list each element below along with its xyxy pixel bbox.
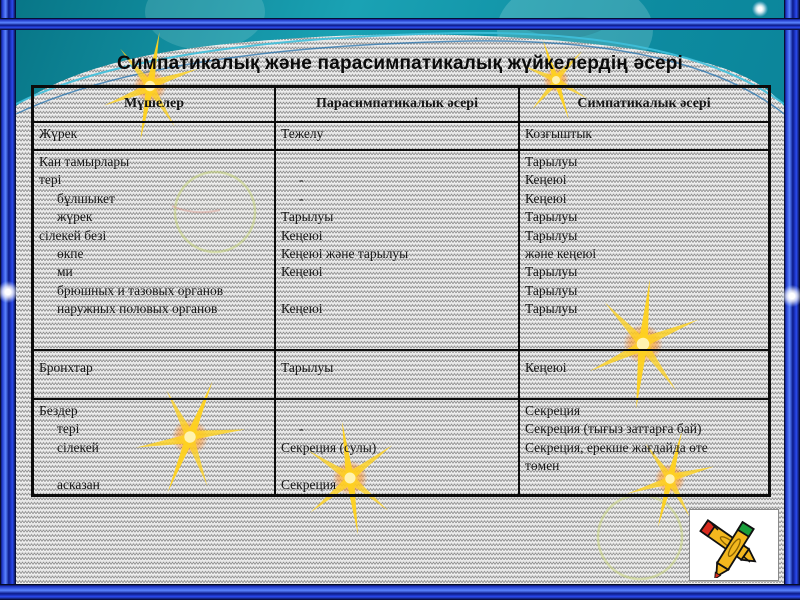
cell-line: Тарылуы <box>525 154 578 169</box>
header-organs: Мүшелер <box>123 96 185 111</box>
cell-line: Тарылуы <box>525 282 578 298</box>
effects-table <box>31 85 771 497</box>
slide-title: Симпатикалық және парасимпатикалық жүйкелердің әсері <box>116 53 684 74</box>
cell-line: - <box>299 190 304 206</box>
cell-line: асказан <box>57 476 100 492</box>
border-sparkle-icon <box>781 285 800 307</box>
cell-line: Тарылуы <box>525 264 578 280</box>
cell-line: өкпе <box>57 246 84 262</box>
crayons-icon <box>690 510 776 578</box>
cell-line: Кеңеюі және тарылуы <box>281 246 409 262</box>
cell-line: тері <box>39 172 62 188</box>
cell-line: Кеңеюі <box>525 172 567 188</box>
cell-line: Тарылуы <box>525 209 578 225</box>
table-row-bronchi <box>34 349 768 398</box>
cell-line: Кеңеюі <box>281 227 323 243</box>
cell-line: Козғыштык <box>525 126 592 141</box>
cell-line: Кеңеюі <box>525 359 567 375</box>
cell-line: наружных половых органов <box>57 301 218 317</box>
frame-bottom-border <box>0 584 800 600</box>
cell-line: және кеңеюі <box>525 246 597 262</box>
cell-line: тері <box>57 421 80 437</box>
cell-line: Тарылуы <box>281 209 334 225</box>
cell-line <box>281 402 513 420</box>
cell-line: Бездер <box>39 402 78 418</box>
cell-line: бұлшыкет <box>57 190 115 206</box>
cell-line: Секреция <box>281 476 337 492</box>
cell-line: жүрек <box>57 209 93 225</box>
table-row-vessels <box>34 149 768 349</box>
table-header-row <box>34 88 768 121</box>
cell-line: Кеңеюі <box>281 264 323 280</box>
cell-line: Бронхтар <box>39 359 93 375</box>
cell-line <box>281 282 513 300</box>
header-parasympathetic: Парасимпатикалык әсері <box>274 88 518 121</box>
cell-line: Тежелу <box>281 126 324 141</box>
table-row-glands <box>34 398 768 494</box>
cell-line <box>525 476 763 494</box>
cell-line: Кан тамырлары <box>39 154 130 169</box>
cell-line: сілекей <box>57 439 99 455</box>
cell-line: - <box>299 421 304 437</box>
crayons-clipart <box>689 509 779 581</box>
border-sparkle-icon <box>752 1 768 17</box>
cell-line: Тарылуы <box>525 301 578 317</box>
cell-line: Жүрек <box>39 126 78 141</box>
cell-line <box>281 153 513 171</box>
frame-top-border <box>0 18 800 30</box>
cell-line: - <box>299 172 304 188</box>
cell-line: Тарылуы <box>281 359 334 375</box>
cell-line: Секреция (сулы) <box>281 439 377 455</box>
table-row-heart <box>34 121 768 149</box>
header-sympathetic: Симпатикалык әсері <box>518 88 768 121</box>
cell-line: ми <box>57 264 73 280</box>
cell-line: төмен <box>525 458 560 474</box>
cell-line: сілекей безі <box>39 227 107 243</box>
cell-line: Секреция, ерекше жағдайда өте <box>525 439 708 455</box>
cell-line <box>281 457 513 475</box>
cell-line: Кеңеюі <box>281 301 323 317</box>
cell-line <box>39 457 269 475</box>
cell-line: брюшных и тазовых органов <box>57 282 224 298</box>
cell-line: Секреция (тығыз заттарға бай) <box>525 421 702 437</box>
cell-line: Кеңеюі <box>525 190 567 206</box>
cell-line: Тарылуы <box>525 227 578 243</box>
cell-line: Секреция <box>525 402 581 418</box>
